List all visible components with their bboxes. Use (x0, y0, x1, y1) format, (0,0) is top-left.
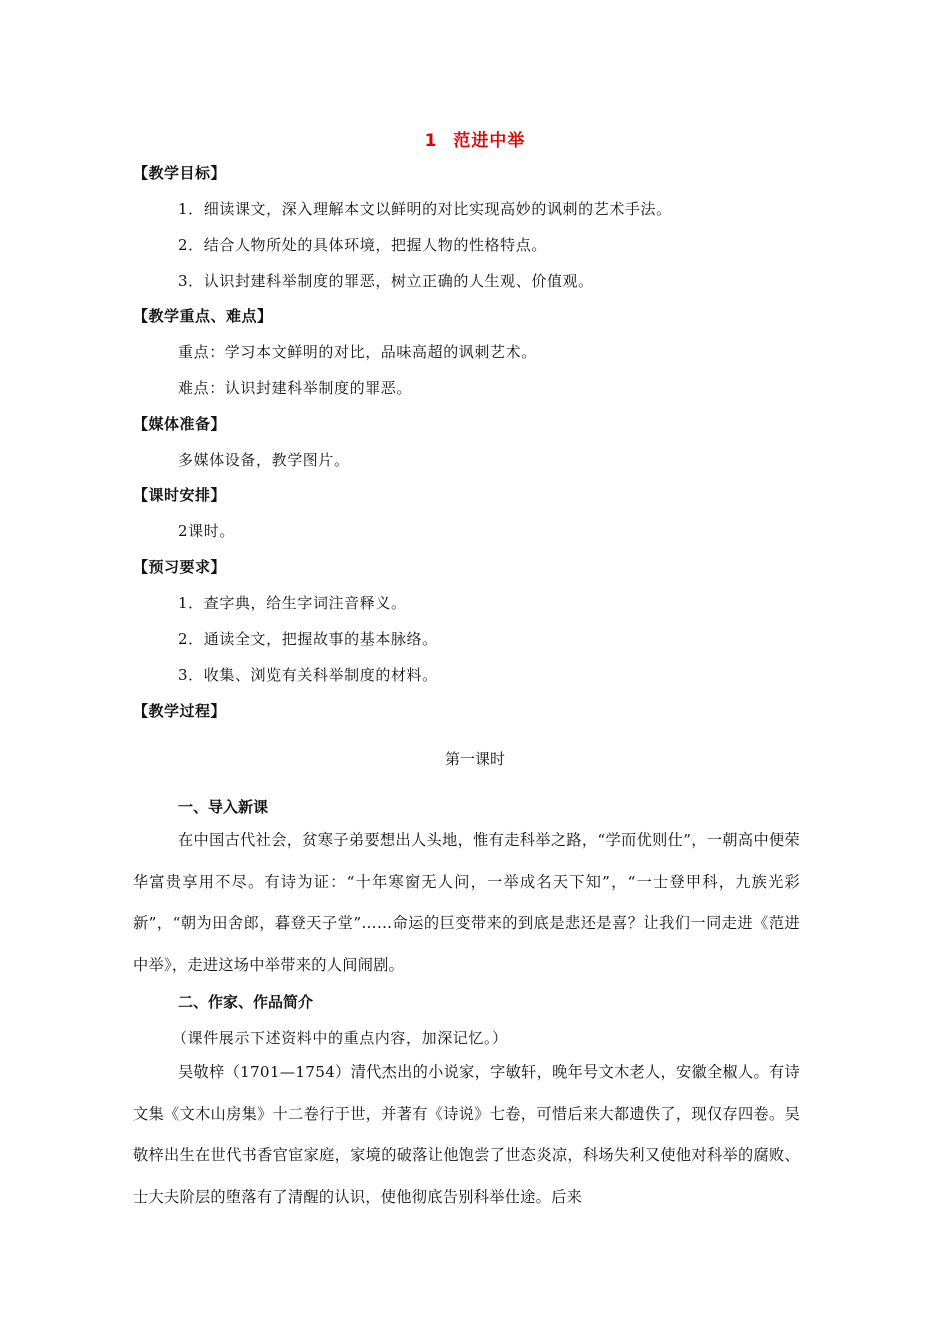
objective-item-1: 1．细读课文，深入理解本文以鲜明的对比实现高妙的讽刺的艺术手法。 (178, 200, 672, 218)
preview-item-1: 1．查字典，给生字词注音释义。 (178, 594, 407, 612)
first-lesson-title: 第一课时 (444, 750, 505, 768)
lesson-title (0, 126, 950, 151)
key-point-item-1: 重点：学习本文鲜明的对比，品味高超的讽刺艺术。 (178, 343, 537, 361)
preview-heading: 【预习要求】 (133, 558, 227, 576)
part2-paragraph: 吴敬梓（1701—1754）清代杰出的小说家，字敏轩，晚年号文木老人，安徽全椒人。有诗文集《文木山房集》十二卷行于世，并著有《诗说》七卷，可惜后来大都遗佚了，现仅存四卷。吴敬梓出生在世代书香官宦家庭，家境的破落让他饱尝了世态炎凉，科场失利又使他对科举的腐败、士大夫阶层的堕落有了清醒的认识，使他彻底告别科举仕途。后来 (133, 1063, 800, 1206)
preview-item-3: 3．收集、浏览有关科举制度的材料。 (178, 666, 438, 684)
media-heading: 【媒体准备】 (133, 415, 227, 433)
part1-heading: 一、导入新课 (178, 798, 269, 816)
process-heading: 【教学过程】 (133, 702, 227, 720)
key-point-item-2: 难点：认识封建科举制度的罪恶。 (178, 379, 413, 397)
schedule-item-1: 2课时。 (178, 522, 235, 540)
preview-item-2: 2．通读全文，把握故事的基本脉络。 (178, 630, 438, 648)
objective-item-3: 3．认识封建科举制度的罪恶，树立正确的人生观、价值观。 (178, 272, 594, 290)
part2-note: （课件展示下述资料中的重点内容，加深记忆。） (172, 1029, 508, 1047)
lesson-title-text: 范进中举 (453, 131, 526, 151)
key-points-heading: 【教学重点、难点】 (133, 307, 273, 325)
objectives-heading: 【教学目标】 (133, 164, 227, 182)
schedule-heading: 【课时安排】 (133, 486, 227, 504)
lesson-number: 1 (424, 131, 438, 151)
objective-item-2: 2．结合人物所处的具体环境，把握人物的性格特点。 (178, 236, 547, 254)
part1-paragraph: 在中国古代社会，贫寒子弟要想出人头地，惟有走科举之路，“学而优则仕”，一朝高中便荣华富贵享用不尽。有诗为证：“十年寒窗无人问，一举成名天下知”，“一士登甲科，九族光彩新”，“朝为田舍郎，暮登天子堂”……命运的巨变带来的到底是悲还是喜？让我们一同走进《范进中举》，走进这场中举带来的人间闹剧。 (133, 831, 800, 974)
media-item-1: 多媒体设备，教学图片。 (178, 451, 350, 469)
part2-heading: 二、作家、作品简介 (178, 993, 314, 1011)
